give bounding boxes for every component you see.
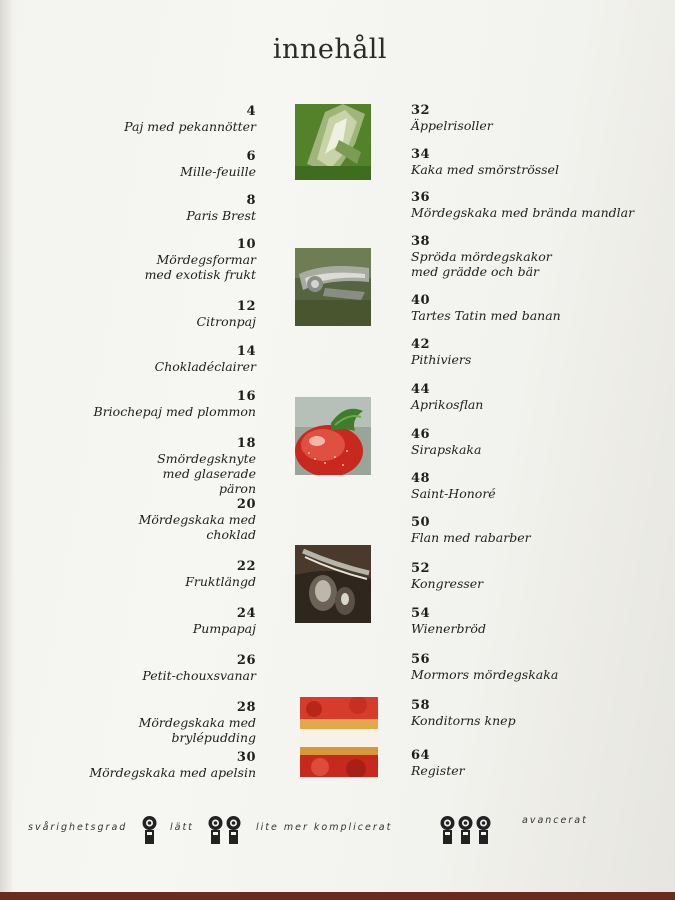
easy-icons [141, 812, 158, 850]
toc-page-number: 38 [411, 234, 431, 249]
advanced-icons [439, 812, 492, 850]
toc-page-number: 36 [411, 190, 431, 205]
toc-entry [56, 150, 256, 179]
toc-entry [56, 390, 256, 419]
toc-entry-title: Konditorns knep [411, 713, 516, 728]
toc-entry-title: Mördegsformar med exotisk frukt [144, 252, 256, 282]
toc-page-number: 4 [246, 104, 256, 119]
toc-entry-title: Mördegskaka med brylépudding [138, 715, 256, 745]
silverware-photo [295, 248, 371, 326]
toc-entry-title: Kaka med smörströssel [411, 162, 559, 177]
legend-heading: svårighetsgrad [28, 822, 128, 833]
toc-page-number: 48 [411, 471, 431, 486]
toc-page-number: 52 [411, 561, 431, 576]
toc-entry [56, 300, 256, 329]
toc-page-number: 46 [411, 427, 431, 442]
toc-entry [56, 498, 256, 542]
toc-entry-title: Paris Brest [186, 208, 256, 223]
toc-page-number: 6 [246, 149, 256, 164]
toc-entry [411, 235, 651, 279]
toc-entry [56, 560, 256, 589]
toc-entry-title: Mördegskaka med apelsin [89, 765, 256, 780]
toc-entry-title: Register [411, 763, 465, 778]
toc-entry [411, 607, 651, 636]
toc-page-number: 64 [411, 748, 431, 763]
toc-entry [411, 428, 651, 457]
toc-entry [411, 472, 651, 501]
toc-entry [411, 104, 651, 133]
toc-entry [411, 148, 651, 177]
toc-page-number: 56 [411, 652, 431, 667]
difficulty-legend [0, 812, 675, 852]
toc-page-number: 18 [236, 436, 256, 451]
toc-page-number: 28 [236, 700, 256, 715]
toc-entry-title: Kongresser [411, 576, 484, 591]
toc-entry [56, 437, 256, 496]
medium-icons [207, 812, 242, 850]
toc-entry-title: Tartes Tatin med banan [411, 308, 561, 323]
toc-page-number: 26 [236, 653, 256, 668]
chef-hat-icon [225, 812, 242, 850]
toc-page-number: 54 [411, 606, 431, 621]
toc-page-number: 14 [236, 344, 256, 359]
toc-page-number: 50 [411, 515, 431, 530]
toc-entry-title: Fruktlängd [185, 574, 256, 589]
page-title: innehåll [272, 34, 388, 65]
chef-hat-icon [439, 812, 456, 850]
strawberry-photo [295, 397, 371, 475]
toc-page-number: 40 [411, 293, 431, 308]
chef-hat-icon [475, 812, 492, 850]
toc-entry [411, 294, 651, 323]
page-edge-band [0, 892, 675, 900]
toc-entry-title: Sirapskaka [411, 442, 482, 457]
toc-entry-title: Flan med rabarber [411, 530, 531, 545]
toc-entry [411, 749, 651, 778]
toc-entry-title: Äppelrisoller [411, 118, 493, 133]
toc-entry [56, 751, 256, 780]
green-pastry-photo [295, 104, 371, 180]
toc-entry-title: Pumpapaj [192, 621, 256, 636]
toc-entry-title: Citronpaj [196, 314, 256, 329]
toc-page-number: 20 [236, 497, 256, 512]
toc-entry-title: Wienerbröd [411, 621, 486, 636]
toc-entry-title: Petit-chouxsvanar [142, 668, 256, 683]
toc-entry [56, 345, 256, 374]
toc-entry-title: Aprikosflan [411, 397, 484, 412]
toc-entry [411, 653, 651, 682]
toc-entry [411, 383, 651, 412]
toc-entry-title: Smördegsknyte med glaserade päron [157, 451, 256, 496]
toc-page-number: 16 [236, 389, 256, 404]
toc-page-number: 42 [411, 337, 431, 352]
toc-entry [56, 105, 256, 134]
toc-entry-title: Mördegskaka med choklad [138, 512, 256, 542]
berry-tart-photo [300, 697, 378, 777]
toc-entry [56, 607, 256, 636]
toc-entry [56, 701, 256, 745]
toc-entry-title: Mördegskaka med brända mandlar [411, 205, 635, 220]
toc-page-number: 12 [236, 299, 256, 314]
toc-entry [56, 194, 256, 223]
toc-page-number: 10 [236, 237, 256, 252]
toc-entry [411, 699, 651, 728]
toc-entry [411, 562, 651, 591]
chef-hat-icon [141, 812, 158, 850]
toc-entry-title: Mille-feuille [180, 164, 256, 179]
legend-medium-label: lite mer komplicerat [256, 822, 393, 833]
toc-page-number: 32 [411, 103, 431, 118]
toc-entry-title: Paj med pekannötter [124, 119, 256, 134]
toc-entry [411, 191, 651, 220]
toc-entry-title: Pithiviers [411, 352, 472, 367]
legend-easy-label: lätt [170, 822, 194, 833]
toc-page-number: 22 [236, 559, 256, 574]
toc-entry [411, 516, 651, 545]
toc-page-number: 44 [411, 382, 431, 397]
toc-entry [411, 338, 651, 367]
toc-entry-title: Saint-Honoré [411, 486, 496, 501]
toc-entry [56, 238, 256, 282]
toc-entry-title: Spröda mördegskakor med grädde och bär [411, 249, 552, 279]
toc-entry-title: Briochepaj med plommon [93, 404, 256, 419]
toc-page-number: 24 [236, 606, 256, 621]
toc-entry-title: Chokladéclairer [154, 359, 256, 374]
silver-ornament-photo [295, 545, 371, 623]
toc-entry-title: Mormors mördegskaka [411, 667, 559, 682]
toc-entry [56, 654, 256, 683]
toc-page-number: 34 [411, 147, 431, 162]
chef-hat-icon [207, 812, 224, 850]
toc-page-number: 8 [246, 193, 256, 208]
toc-page-number: 30 [236, 750, 256, 765]
legend-advanced-label: avancerat [522, 815, 588, 826]
toc-page-number: 58 [411, 698, 431, 713]
chef-hat-icon [457, 812, 474, 850]
